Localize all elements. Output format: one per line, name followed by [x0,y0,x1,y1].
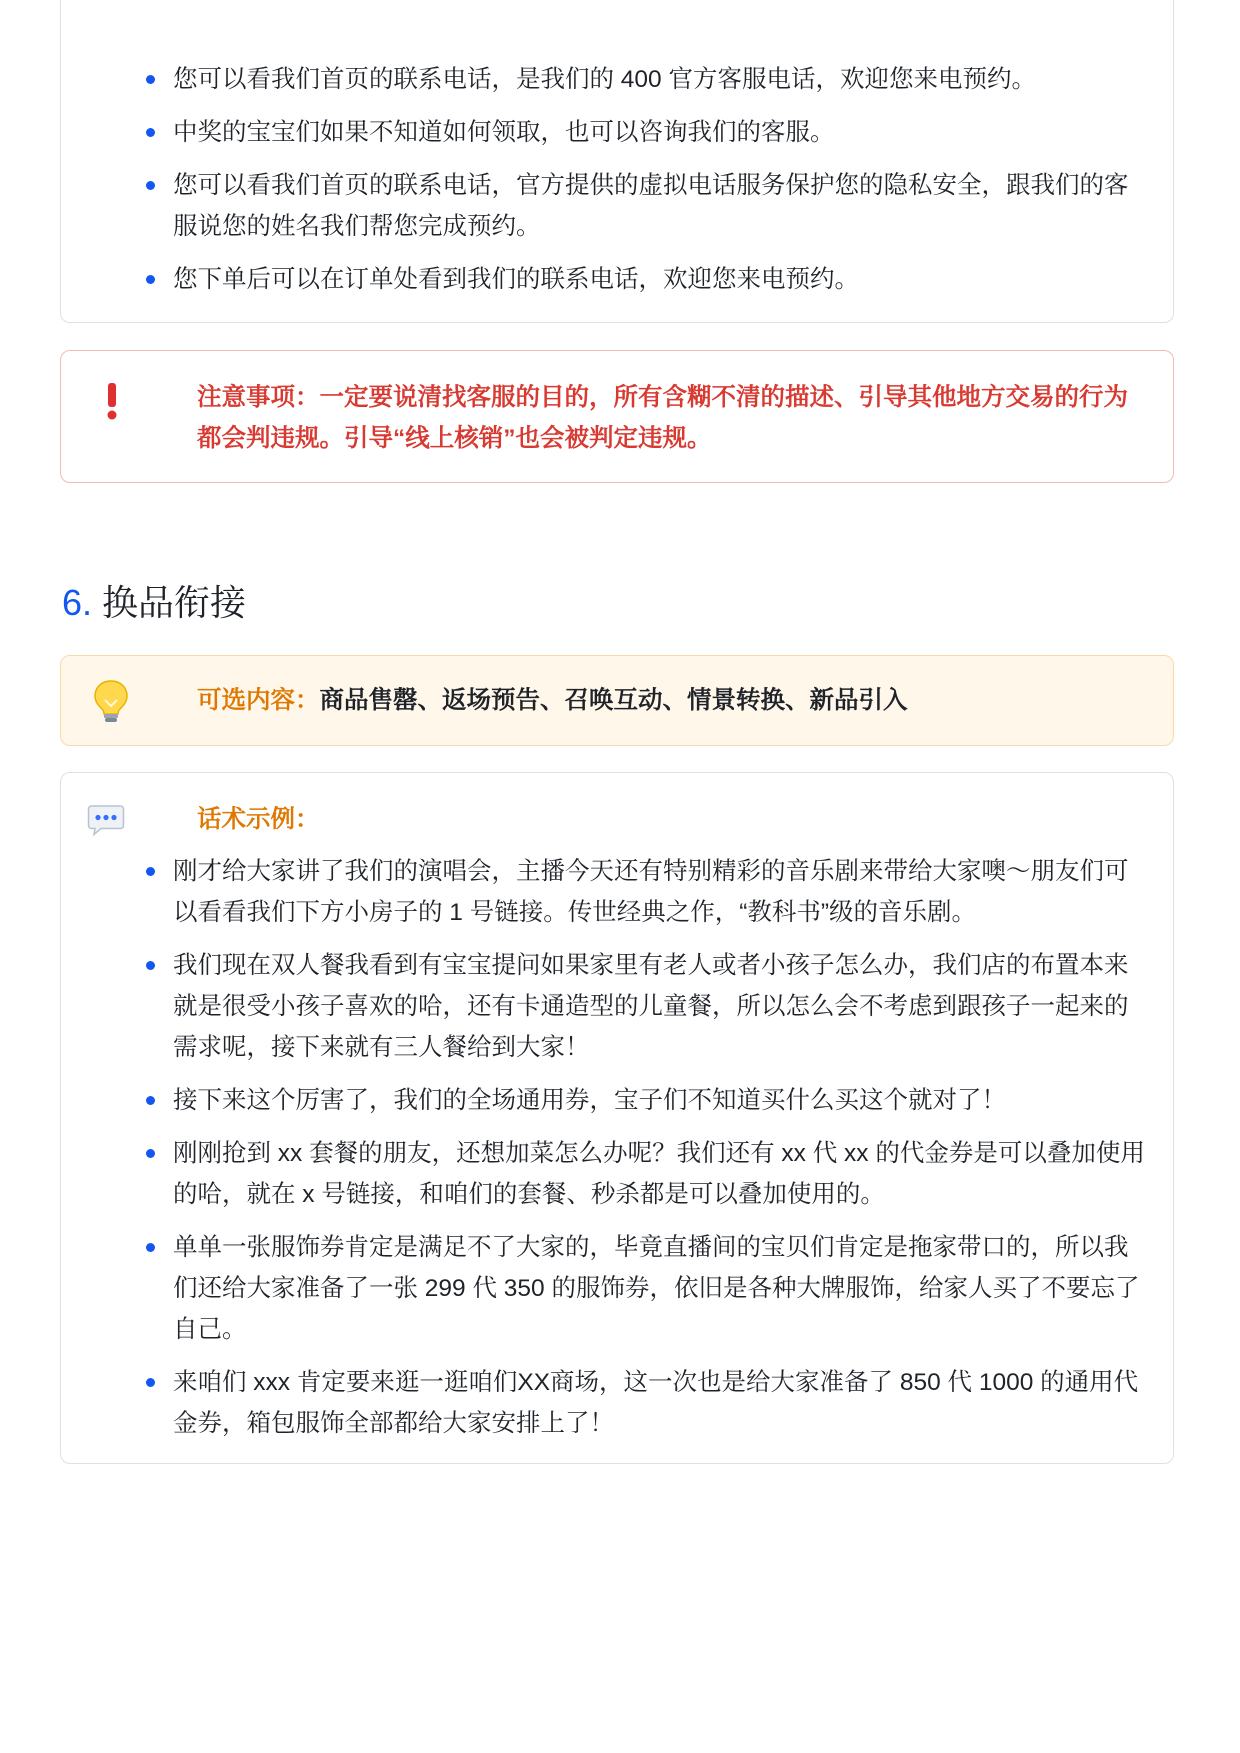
tip-label: 可选内容： [197,687,320,714]
bullet-dot-icon [146,961,155,970]
bullet-dot-icon [146,181,155,190]
section-heading [62,578,246,628]
list-item: 刚刚抢到 xx 套餐的朋友，还想加菜怎么办呢？我们还有 xx 代 xx 的代金券是可以叠加使用的哈，就在 x 号链接，和咱们的套餐、秒杀都是可以叠加使用的。 [61,1133,1173,1215]
bullet-dot-icon [146,1149,155,1158]
bullet-dot-icon [146,128,155,137]
tip-content: 商品售罄、返场预告、召唤互动、情景转换、新品引入 [319,687,908,714]
tip-text [197,680,908,721]
section-title: 换品衔接 [102,582,247,623]
script-examples-list [61,851,1173,1456]
warning-callout [60,350,1174,483]
contact-tips-list [61,59,1173,312]
list-item: 您可以看我们首页的联系电话，是我们的 400 官方客服电话，欢迎您来电预约。 [61,59,1173,100]
list-item: 中奖的宝宝们如果不知道如何领取，也可以咨询我们的客服。 [61,112,1173,153]
exclamation-icon [97,381,127,421]
bullet-dot-icon [146,275,155,284]
section-number: 6. [62,582,93,623]
list-item: 您下单后可以在订单处看到我们的联系电话，欢迎您来电预约。 [61,259,1173,300]
list-item: 来咱们 xxx 肯定要来逛一逛咱们XX商场，这一次也是给大家准备了 850 代 1000 的通用代金券，箱包服饰全部都给大家安排上了！ [61,1362,1173,1444]
contact-tips-card [60,0,1174,323]
bullet-dot-icon [146,867,155,876]
list-item: 接下来这个厉害了，我们的全场通用券，宝子们不知道买什么买这个就对了！ [61,1080,1173,1121]
list-item: 刚才给大家讲了我们的演唱会，主播今天还有特别精彩的音乐剧来带给大家噢～朋友们可以看看我们下方小房子的 1 号链接。传世经典之作，“教科书”级的音乐剧。 [61,851,1173,933]
list-item: 您可以看我们首页的联系电话，官方提供的虚拟电话服务保护您的隐私安全，跟我们的客服说您的姓名我们帮您完成预约。 [61,165,1173,247]
script-examples-label: 话术示例： [197,806,320,833]
lightbulb-icon [91,678,131,724]
list-item: 我们现在双人餐我看到有宝宝提问如果家里有老人或者小孩子怎么办，我们店的布置本来就是很受小孩子喜欢的哈，还有卡通造型的儿童餐，所以怎么会不考虑到跟孩子一起来的需求呢，接下来就有三人餐给到大家！ [61,945,1173,1068]
list-item: 单单一张服饰券肯定是满足不了大家的，毕竟直播间的宝贝们肯定是拖家带口的，所以我们还给大家准备了一张 299 代 350 的服饰券，依旧是各种大牌服饰，给家人买了不要忘了自己。 [61,1227,1173,1350]
warning-text: 注意事项：一定要说清找客服的目的，所有含糊不清的描述、引导其他地方交易的行为都会判违规。引导“线上核销”也会被判定违规。 [197,384,1128,452]
bullet-dot-icon [146,75,155,84]
speech-bubble-icon [87,803,125,837]
bullet-dot-icon [146,1243,155,1252]
bullet-dot-icon [146,1378,155,1387]
tip-callout [60,655,1174,746]
bullet-dot-icon [146,1096,155,1105]
script-examples-card [60,772,1174,1464]
